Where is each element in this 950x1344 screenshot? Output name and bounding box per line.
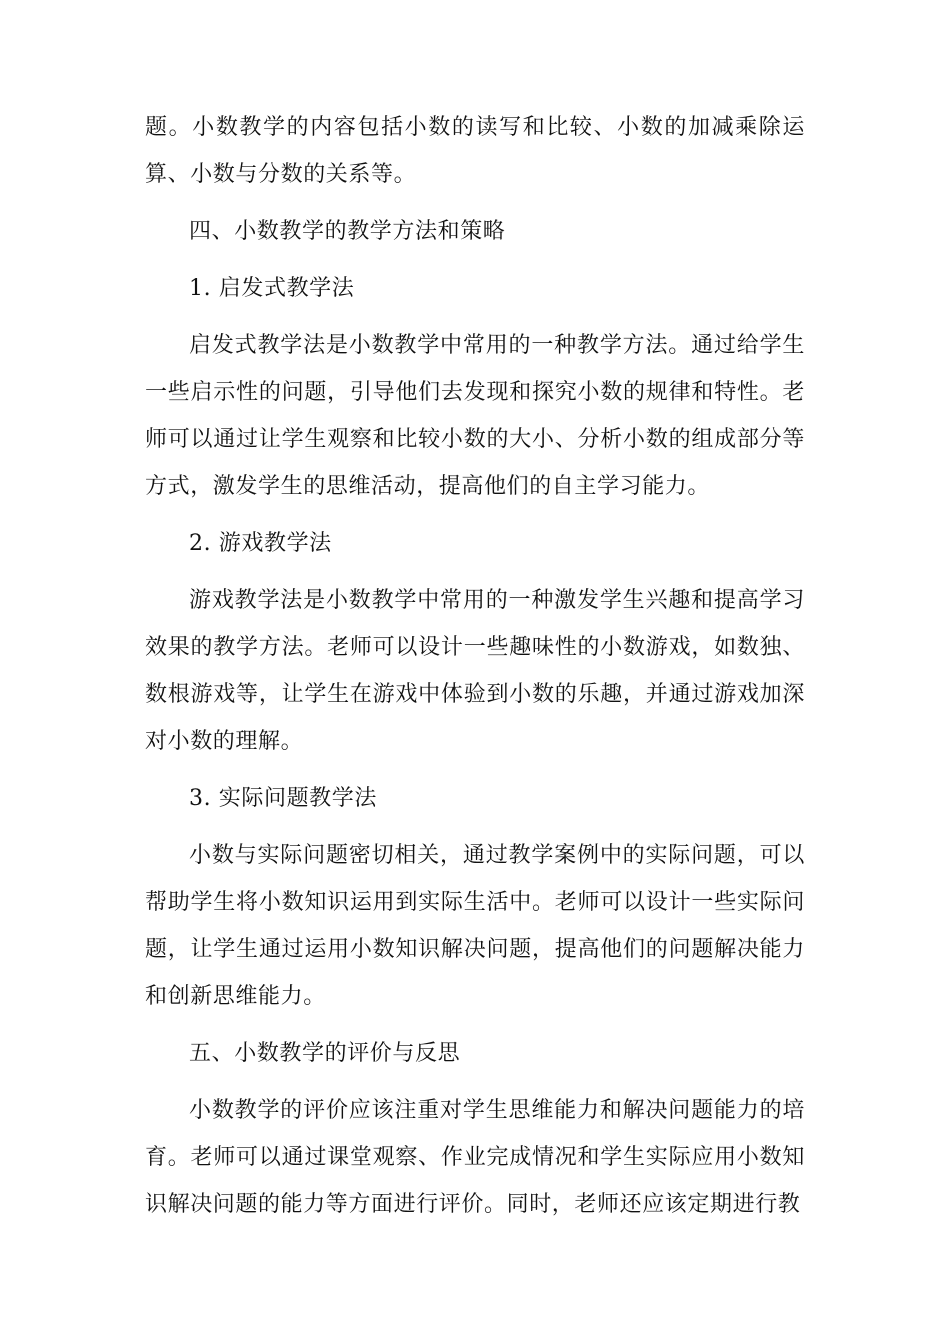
sub-heading-heuristic: 1. 启发式教学法: [189, 276, 355, 301]
document-body: [145, 104, 805, 1238]
paragraph-evaluation: 小数教学的评价应该注重对学生思维能力和解决问题能力的培育。老师可以通过课堂观察、作业完成情况和学生实际应用小数知识解决问题的能力等方面进行评价。同时，老师还应该定期进行教: [145, 1098, 805, 1217]
sub-heading-game: 2. 游戏教学法: [189, 531, 332, 556]
section-heading-methods: 四、小数教学的教学方法和策略: [189, 219, 506, 244]
paragraph-practical: 小数与实际问题密切相关，通过教学案例中的实际问题，可以帮助学生将小数知识运用到实际生活中。老师可以设计一些实际问题，让学生通过运用小数知识解决问题，提高他们的问题解决能力和创新思维能力。: [145, 843, 805, 1009]
section-heading-evaluation: 五、小数教学的评价与反思: [189, 1041, 461, 1066]
sub-heading-practical: 3. 实际问题教学法: [189, 786, 377, 811]
paragraph-continued: 题。小数教学的内容包括小数的读写和比较、小数的加减乘除运算、小数与分数的关系等。: [145, 115, 805, 187]
paragraph-heuristic: 启发式教学法是小数教学中常用的一种教学方法。通过给学生一些启示性的问题，引导他们去发现和探究小数的规律和特性。老师可以通过让学生观察和比较小数的大小、分析小数的组成部分等方式，激发学生的思维活动，提高他们的自主学习能力。: [145, 333, 805, 499]
paragraph-game: 游戏教学法是小数教学中常用的一种激发学生兴趣和提高学习效果的教学方法。老师可以设计一些趣味性的小数游戏，如数独、数根游戏等，让学生在游戏中体验到小数的乐趣，并通过游戏加深对小数的理解。: [145, 588, 805, 754]
